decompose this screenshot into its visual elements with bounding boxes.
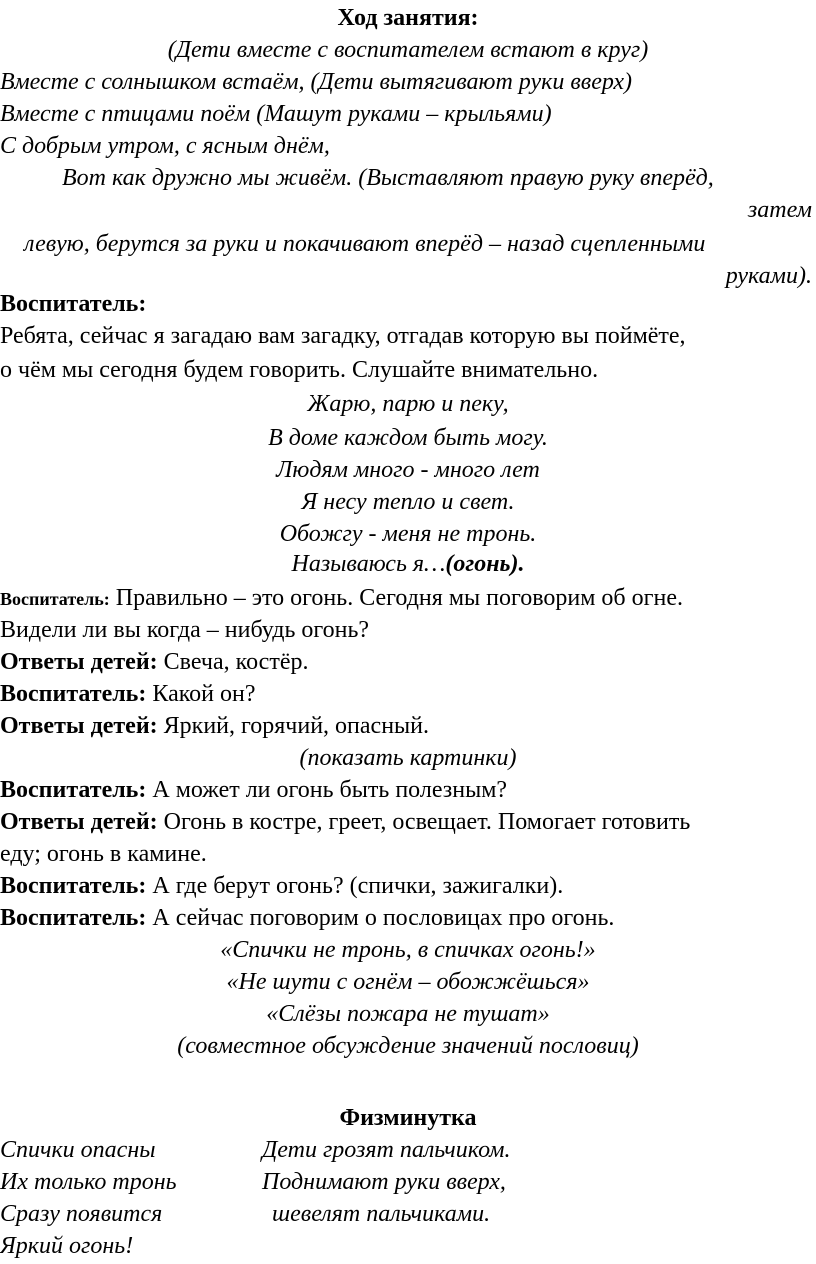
speaker-label: Воспитатель:	[0, 589, 110, 609]
exercise-action: Дети грозят пальчиком.	[262, 1137, 511, 1163]
intro-line: затем	[747, 197, 812, 223]
speaker-label: Воспитатель:	[0, 777, 147, 803]
proverb-note: (совместное обсуждение значений пословиц)	[177, 1033, 639, 1059]
exercise-action: Поднимают руки вверх,	[262, 1169, 506, 1195]
exercise-verse: Их только тронь	[0, 1169, 177, 1195]
dialog-line	[0, 870, 563, 902]
speaker-label: Воспитатель:	[0, 905, 147, 931]
dialog-line	[0, 678, 256, 710]
riddle-prefix: Называюсь я…	[291, 551, 446, 577]
dialog-text: А может ли огонь быть полезным?	[146, 777, 508, 803]
dialog-line	[0, 646, 308, 678]
dialog-line	[0, 774, 507, 806]
intro-line: Вместе с птицами поём (Машут руками – крыльями)	[0, 101, 552, 127]
riddle-answer-line	[0, 548, 816, 580]
riddle-answer: (огонь).	[445, 551, 525, 577]
dialog-text: А где берут огонь? (спички, зажигалки).	[146, 873, 564, 899]
intro-line: (Дети вместе с воспитателем встают в круг)	[167, 37, 649, 63]
riddle-line: В доме каждом быть могу.	[268, 425, 548, 451]
speaker-label: Ответы детей:	[0, 809, 158, 835]
proverb: «Не шути с огнём – обожжёшься»	[226, 969, 590, 995]
proverb: «Слёзы пожара не тушат»	[266, 1001, 550, 1027]
dialog-text: Видели ли вы когда – нибудь огонь?	[0, 617, 370, 643]
exercise-verse: Яркий огонь!	[0, 1233, 134, 1259]
dialog-line	[0, 582, 683, 615]
dialog-text: А сейчас поговорим о пословицах про огонь.	[146, 905, 615, 931]
speaker-label: Ответы детей:	[0, 713, 158, 739]
intro-line: руками).	[725, 263, 812, 289]
riddle-line: Людям много - много лет	[276, 457, 540, 483]
exercise-verse: Сразу появится	[0, 1201, 163, 1227]
speaker-label: Воспитатель:	[0, 681, 147, 707]
dialog-text: еду; огонь в камине.	[0, 841, 207, 867]
dialog-text: о чём мы сегодня будем говорить. Слушайте внимательно.	[0, 357, 599, 383]
section-title: Физминутка	[339, 1105, 477, 1131]
dialog-line	[0, 710, 429, 742]
dialog-text: Огонь в костре, греет, освещает. Помогает готовить	[157, 809, 691, 835]
speaker-label: Воспитатель:	[0, 291, 147, 317]
dialog-line	[0, 902, 614, 934]
exercise-verse: Спички опасны	[0, 1137, 156, 1163]
riddle-line: Я несу тепло и свет.	[301, 489, 515, 515]
intro-line: левую, берутся за руки и покачивают вперёд – назад сцепленными	[24, 231, 706, 257]
riddle-line: Жарю, парю и пеку,	[307, 391, 509, 417]
intro-line: С добрым утром, с ясным днём,	[0, 133, 330, 159]
dialog-text: Правильно – это огонь. Сегодня мы поговорим об огне.	[109, 585, 683, 611]
dialog-line	[0, 806, 690, 838]
page-title: Ход занятия:	[337, 5, 479, 31]
riddle-line: Обожгу - меня не тронь.	[279, 521, 537, 547]
dialog-text: Ребята, сейчас я загадаю вам загадку, отгадав которую вы поймёте,	[0, 323, 686, 349]
intro-line: Вместе с солнышком встаём, (Дети вытягивают руки вверх)	[0, 69, 633, 95]
stage-note: (показать картинки)	[299, 745, 517, 771]
dialog-text: Яркий, горячий, опасный.	[157, 713, 430, 739]
proverb: «Спички не тронь, в спичках огонь!»	[220, 937, 596, 963]
speaker-label: Ответы детей:	[0, 649, 158, 675]
dialog-text: Какой он?	[146, 681, 256, 707]
speaker-label: Воспитатель:	[0, 873, 147, 899]
intro-line: Вот как дружно мы живём. (Выставляют правую руку вперёд,	[62, 165, 714, 191]
exercise-action: шевелят пальчиками.	[272, 1201, 491, 1227]
dialog-text: Свеча, костёр.	[157, 649, 309, 675]
